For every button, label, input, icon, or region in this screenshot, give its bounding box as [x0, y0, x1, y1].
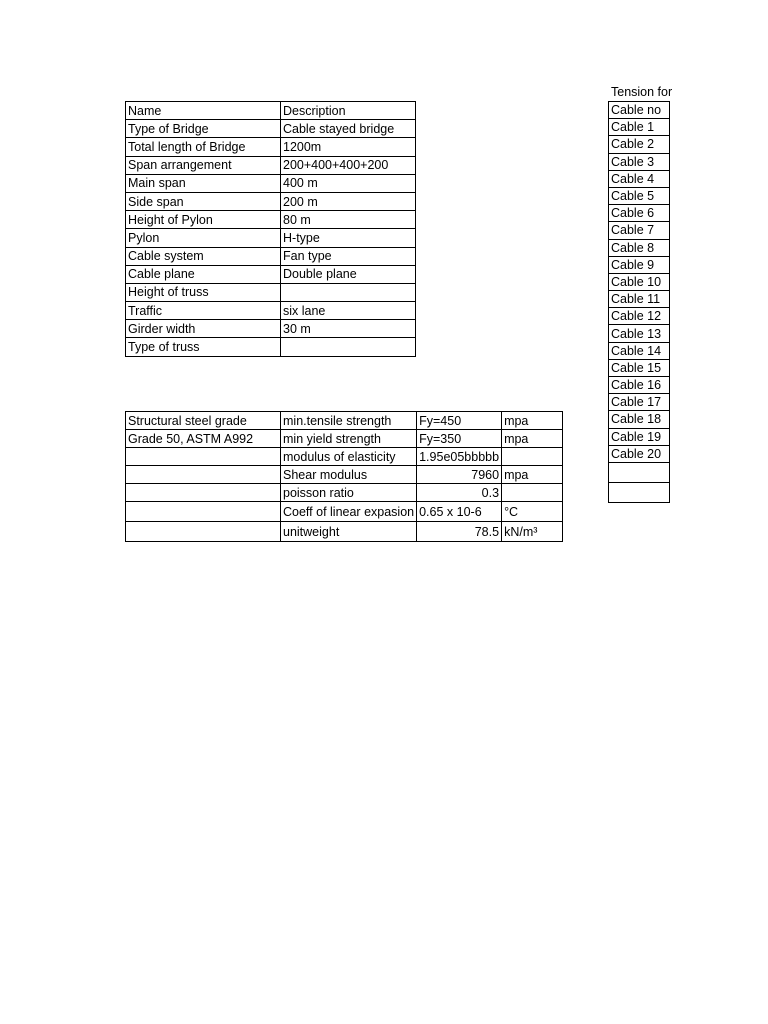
spec-value-cell: 30 m [281, 320, 416, 338]
table-row [609, 428, 670, 445]
cable-cell: Cable 10 [609, 273, 670, 290]
table-row [609, 359, 670, 376]
cable-cell: Cable 15 [609, 359, 670, 376]
cable-cell: Cable 1 [609, 119, 670, 136]
table-row [609, 205, 670, 222]
table-row [126, 502, 563, 522]
cable-cell: Cable 16 [609, 377, 670, 394]
table-row [126, 192, 416, 210]
spec-name-cell: Height of Pylon [126, 211, 281, 229]
steel-label-cell: Grade 50, ASTM A992 [126, 430, 281, 448]
header-cell-cable-no: Cable no [609, 102, 670, 119]
property-unit-cell: kN/m³ [502, 522, 563, 542]
spec-name-cell: Side span [126, 192, 281, 210]
table-row [609, 445, 670, 462]
table-row [126, 484, 563, 502]
table-row [126, 448, 563, 466]
property-unit-cell: mpa [502, 466, 563, 484]
spec-name-cell: Traffic [126, 302, 281, 320]
spec-value-cell: 80 m [281, 211, 416, 229]
steel-label-cell [126, 522, 281, 542]
table-row [609, 394, 670, 411]
table-row [609, 136, 670, 153]
spec-name-cell: Pylon [126, 229, 281, 247]
table-row [126, 138, 416, 156]
cable-cell: Cable 2 [609, 136, 670, 153]
table-row [126, 466, 563, 484]
table-row [126, 283, 416, 301]
cable-cell: Cable 8 [609, 239, 670, 256]
table-row [609, 291, 670, 308]
spec-value-cell: Cable stayed bridge [281, 120, 416, 138]
spec-value-cell: 1200m [281, 138, 416, 156]
property-value-cell: 78.5 [417, 522, 502, 542]
tension-table-viewport [608, 101, 670, 531]
table-header-row [609, 102, 670, 119]
table-row [609, 170, 670, 187]
cable-cell: Cable 11 [609, 291, 670, 308]
table-row [609, 377, 670, 394]
property-value-cell: 1.95e05bbbbb [417, 448, 502, 466]
table-row [126, 229, 416, 247]
spec-value-cell: 200 m [281, 192, 416, 210]
property-unit-cell [502, 448, 563, 466]
property-value-cell: Fy=450 [417, 412, 502, 430]
cable-cell: Cable 13 [609, 325, 670, 342]
table-header-row [126, 102, 416, 120]
property-name-cell: Shear modulus [281, 466, 417, 484]
table-row [609, 325, 670, 342]
spec-value-cell [281, 283, 416, 301]
cable-cell: Cable 19 [609, 428, 670, 445]
property-name-cell: modulus of elasticity [281, 448, 417, 466]
spec-value-cell: 400 m [281, 174, 416, 192]
cable-cell: Cable 18 [609, 411, 670, 428]
cable-cell: Cable 17 [609, 394, 670, 411]
table-row [609, 153, 670, 170]
table-row [609, 411, 670, 428]
table-row [609, 239, 670, 256]
spec-value-cell: six lane [281, 302, 416, 320]
table-row [126, 265, 416, 283]
table-row [609, 187, 670, 204]
table-row [609, 462, 670, 482]
property-unit-cell: mpa [502, 412, 563, 430]
table-row [609, 308, 670, 325]
cable-cell: Cable 12 [609, 308, 670, 325]
table-row [126, 412, 563, 430]
cable-cell [609, 462, 670, 482]
table-row [609, 482, 670, 502]
property-name-cell: Coeff of linear expasion [281, 502, 417, 522]
property-name-cell: min yield strength [281, 430, 417, 448]
cable-tension-table [608, 101, 670, 503]
cable-cell: Cable 9 [609, 256, 670, 273]
table-row [609, 256, 670, 273]
property-name-cell: poisson ratio [281, 484, 417, 502]
table-row [609, 273, 670, 290]
steel-label-cell: Structural steel grade [126, 412, 281, 430]
property-unit-cell: °C [502, 502, 563, 522]
spec-name-cell: Type of truss [126, 338, 281, 356]
table-row [609, 342, 670, 359]
cable-cell: Cable 6 [609, 205, 670, 222]
steel-label-cell [126, 448, 281, 466]
property-value-cell: 0.65 x 10-6 [417, 502, 502, 522]
cable-cell: Cable 7 [609, 222, 670, 239]
property-value-cell: 7960 [417, 466, 502, 484]
spec-value-cell: H-type [281, 229, 416, 247]
cable-cell [609, 482, 670, 502]
bridge-specification-table [125, 101, 416, 357]
spec-name-cell: Girder width [126, 320, 281, 338]
steel-properties-table [125, 411, 563, 542]
spec-name-cell: Cable system [126, 247, 281, 265]
cable-cell: Cable 14 [609, 342, 670, 359]
spec-value-cell [281, 338, 416, 356]
tension-table-title: Tension for [611, 85, 673, 99]
table-row [609, 222, 670, 239]
table-row [126, 156, 416, 174]
property-value-cell: Fy=350 [417, 430, 502, 448]
header-cell-name: Name [126, 102, 281, 120]
cable-cell: Cable 3 [609, 153, 670, 170]
table-row [126, 430, 563, 448]
spec-value-cell: Fan type [281, 247, 416, 265]
steel-label-cell [126, 466, 281, 484]
cable-cell: Cable 4 [609, 170, 670, 187]
table-row [609, 119, 670, 136]
table-row [126, 247, 416, 265]
spec-name-cell: Total length of Bridge [126, 138, 281, 156]
table-row [126, 211, 416, 229]
spec-name-cell: Type of Bridge [126, 120, 281, 138]
property-unit-cell [502, 484, 563, 502]
table-row [126, 522, 563, 542]
table-row [126, 338, 416, 356]
property-unit-cell: mpa [502, 430, 563, 448]
spec-name-cell: Cable plane [126, 265, 281, 283]
table-row [126, 320, 416, 338]
steel-label-cell [126, 484, 281, 502]
spec-value-cell: Double plane [281, 265, 416, 283]
steel-label-cell [126, 502, 281, 522]
cable-cell: Cable 20 [609, 445, 670, 462]
spec-name-cell: Height of truss [126, 283, 281, 301]
cable-cell: Cable 5 [609, 187, 670, 204]
property-value-cell: 0.3 [417, 484, 502, 502]
table-row [126, 174, 416, 192]
table-row [126, 302, 416, 320]
spec-name-cell: Span arrangement [126, 156, 281, 174]
spec-value-cell: 200+400+400+200 [281, 156, 416, 174]
property-name-cell: min.tensile strength [281, 412, 417, 430]
property-name-cell: unitweight [281, 522, 417, 542]
spec-name-cell: Main span [126, 174, 281, 192]
header-cell-description: Description [281, 102, 416, 120]
table-row [126, 120, 416, 138]
